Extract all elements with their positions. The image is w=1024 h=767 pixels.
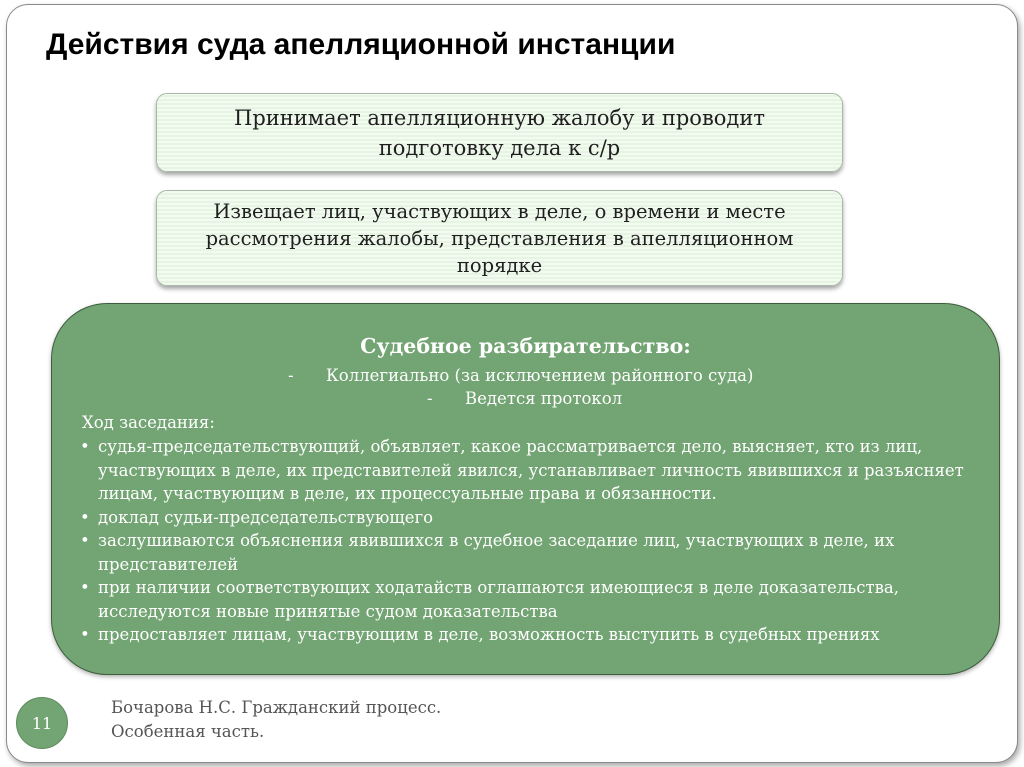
session-bullet-list bbox=[78, 435, 988, 647]
footer-line: Особенная часть. bbox=[111, 722, 265, 741]
page-number: 11 bbox=[31, 713, 53, 733]
list-item: • предоставляет лицам, участвующим в деле, возможность выступить в судебных прениях bbox=[78, 623, 988, 647]
subpoint-collegial bbox=[288, 366, 753, 385]
subpoint-text: Коллегиально (за исключением районного суда) bbox=[326, 366, 754, 385]
dash-marker: - bbox=[288, 366, 294, 385]
list-item: • заслушиваются объяснения явившихся в судебное заседание лиц, участвующих в деле, их представителей bbox=[78, 529, 988, 576]
action-box-text: Принимает апелляционную жалобу и проводит подготовку дела к с/р bbox=[234, 105, 765, 160]
action-box-accept-appeal bbox=[156, 93, 843, 172]
slide-title: Действия суда апелляционной инстанции bbox=[46, 28, 676, 61]
session-course-label: Ход заседания: bbox=[82, 413, 215, 432]
action-box-notify-parties bbox=[156, 190, 843, 286]
dash-marker: - bbox=[427, 389, 433, 408]
footer-line: Бочарова Н.С. Гражданский процесс. bbox=[111, 698, 442, 717]
subpoint-protocol bbox=[427, 389, 622, 408]
footer-citation bbox=[111, 696, 441, 744]
trial-panel bbox=[51, 303, 1000, 675]
list-item: • судья-председательствующий, объявляет, какое рассматривается дело, выясняет, кто из лиц, участвующих в деле, их представителей явился, устанавливает личность явившихся и разъясняет лицам, участвующим в деле, их процессуальные права и обязанности. bbox=[78, 435, 988, 506]
list-item: • при наличии соответствующих ходатайств оглашаются имеющиеся в деле доказательства, исследуются новые принятые судом доказательства bbox=[78, 576, 988, 623]
list-item: • доклад судьи-председательствующего bbox=[78, 506, 988, 530]
subpoint-text: Ведется протокол bbox=[465, 389, 623, 408]
page-number-badge bbox=[16, 697, 68, 749]
trial-heading: Судебное разбирательство: bbox=[360, 334, 691, 358]
action-box-text: Извещает лиц, участвующих в деле, о времени и месте рассмотрения жалобы, представления в апелляционном порядке bbox=[205, 199, 794, 277]
